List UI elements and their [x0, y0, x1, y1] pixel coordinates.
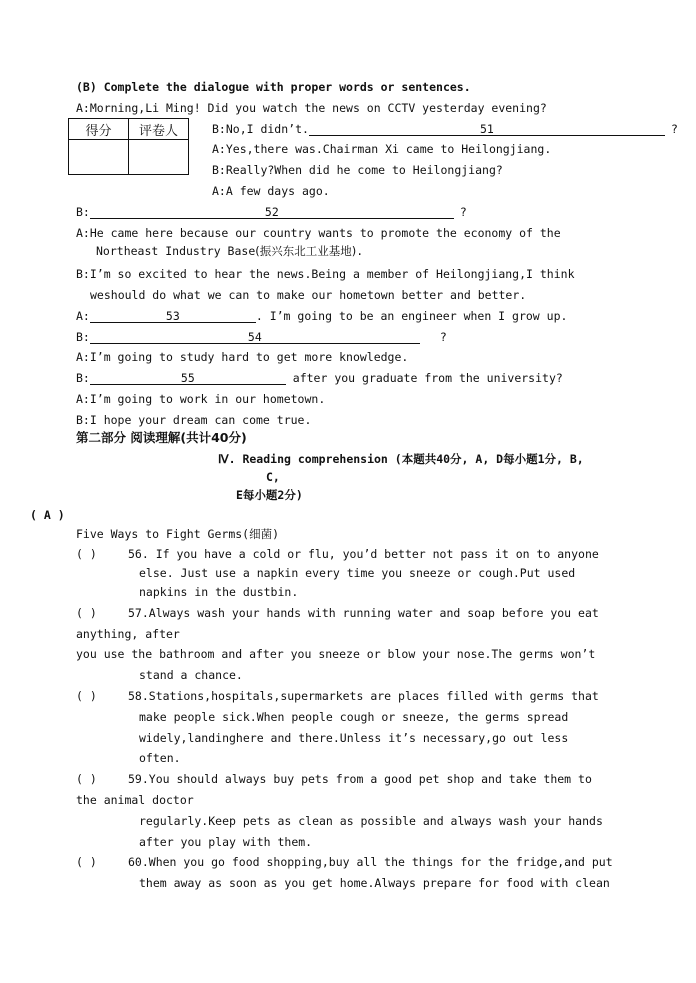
dialogue-line: weshould do what we can to make our hometown better and better. — [90, 288, 527, 302]
answer-bracket-60[interactable]: ( ) — [76, 855, 97, 869]
grader-header: 评卷人 — [129, 119, 189, 140]
blank-55[interactable]: 55 — [90, 371, 286, 385]
answer-bracket-59[interactable]: ( ) — [76, 772, 97, 786]
question-56-cont: else. Just use a napkin every time you sneeze or cough.Put used — [139, 566, 576, 580]
dialogue-line: B: 54 ? — [76, 330, 447, 344]
reading-heading-cont: C, — [266, 470, 280, 484]
question-59: 59.You should always buy pets from a good pet shop and take them to — [128, 772, 592, 786]
section-a-label: ( A ) — [30, 508, 65, 522]
question-56-cont: napkins in the dustbin. — [139, 585, 299, 599]
question-59-cont: after you play with them. — [139, 835, 313, 849]
score-table — [68, 118, 189, 175]
question-58-cont: often. — [139, 751, 181, 765]
question-59-cont: regularly.Keep pets as clean as possible and always wash your hands — [139, 814, 603, 828]
question-57: 57.Always wash your hands with running water and soap before you eat — [128, 606, 599, 620]
dialogue-line: A:Morning,Li Ming! Did you watch the news on CCTV yesterday evening? — [76, 101, 547, 115]
dialogue-line: B: 52 ? — [76, 205, 467, 219]
dialogue-line: B:Really?When did he come to Heilongjiang? — [212, 163, 503, 177]
dialogue-line: B:I’m so excited to hear the news.Being a member of Heilongjiang,I think — [76, 267, 575, 281]
question-58-cont: widely,landinghere and there.Unless it’s necessary,go out less — [139, 731, 569, 745]
question-56: 56. If you have a cold or flu, you’d better not pass it on to anyone — [128, 547, 599, 561]
dialogue-line: B:No,I didn’t. 51 ? — [212, 122, 678, 136]
question-57-cont: you use the bathroom and after you sneeze or blow your nose.The germs won’t — [76, 647, 596, 661]
question-57-cont: anything, after — [76, 627, 180, 641]
score-header: 得分 — [69, 119, 129, 140]
score-cell[interactable] — [69, 140, 129, 175]
question-57-cont: stand a chance. — [139, 668, 243, 682]
dialogue-line: A:Yes,there was.Chairman Xi came to Heilongjiang. — [212, 142, 552, 156]
blank-53[interactable]: 53 — [90, 309, 256, 323]
grader-cell[interactable] — [129, 140, 189, 175]
dialogue-line: A:A few days ago. — [212, 184, 330, 198]
dialogue-line: A:I’m going to work in our hometown. — [76, 392, 326, 406]
question-59-cont: the animal doctor — [76, 793, 194, 807]
question-60-cont: them away as soon as you get home.Always prepare for food with clean — [139, 876, 610, 890]
blank-54[interactable]: 54 — [90, 330, 420, 344]
reading-heading-cont: E每小题2分) — [236, 488, 303, 502]
dialogue-line: B:I hope your dream can come true. — [76, 413, 312, 427]
dialogue-line: A: 53 . I’m going to be an engineer when I grow up. — [76, 309, 568, 323]
blank-52[interactable]: 52 — [90, 205, 454, 219]
reading-heading: Ⅳ. Reading comprehension (本题共40分, A, D每小题1分, B, — [218, 452, 584, 466]
part-title: 第二部分 阅读理解(共计40分) — [76, 430, 247, 445]
dialogue-line: Northeast Industry Base(振兴东北工业基地). — [96, 244, 364, 258]
question-60: 60.When you go food shopping,buy all the things for the fridge,and put — [128, 855, 613, 869]
dialogue-line: A:I’m going to study hard to get more knowledge. — [76, 350, 409, 364]
blank-51[interactable]: 51 — [309, 122, 665, 136]
dialogue-line: B: 55 after you graduate from the university? — [76, 371, 563, 385]
dialogue-line: A:He came here because our country wants to promote the economy of the — [76, 226, 561, 240]
answer-bracket-57[interactable]: ( ) — [76, 606, 97, 620]
answer-bracket-58[interactable]: ( ) — [76, 689, 97, 703]
question-58: 58.Stations,hospitals,supermarkets are places filled with germs that — [128, 689, 599, 703]
answer-bracket-56[interactable]: ( ) — [76, 547, 97, 561]
passage-title: Five Ways to Fight Germs(细菌) — [76, 527, 280, 541]
section-b-heading: (B) Complete the dialogue with proper words or sentences. — [76, 80, 471, 94]
question-58-cont: make people sick.When people cough or sneeze, the germs spread — [139, 710, 569, 724]
